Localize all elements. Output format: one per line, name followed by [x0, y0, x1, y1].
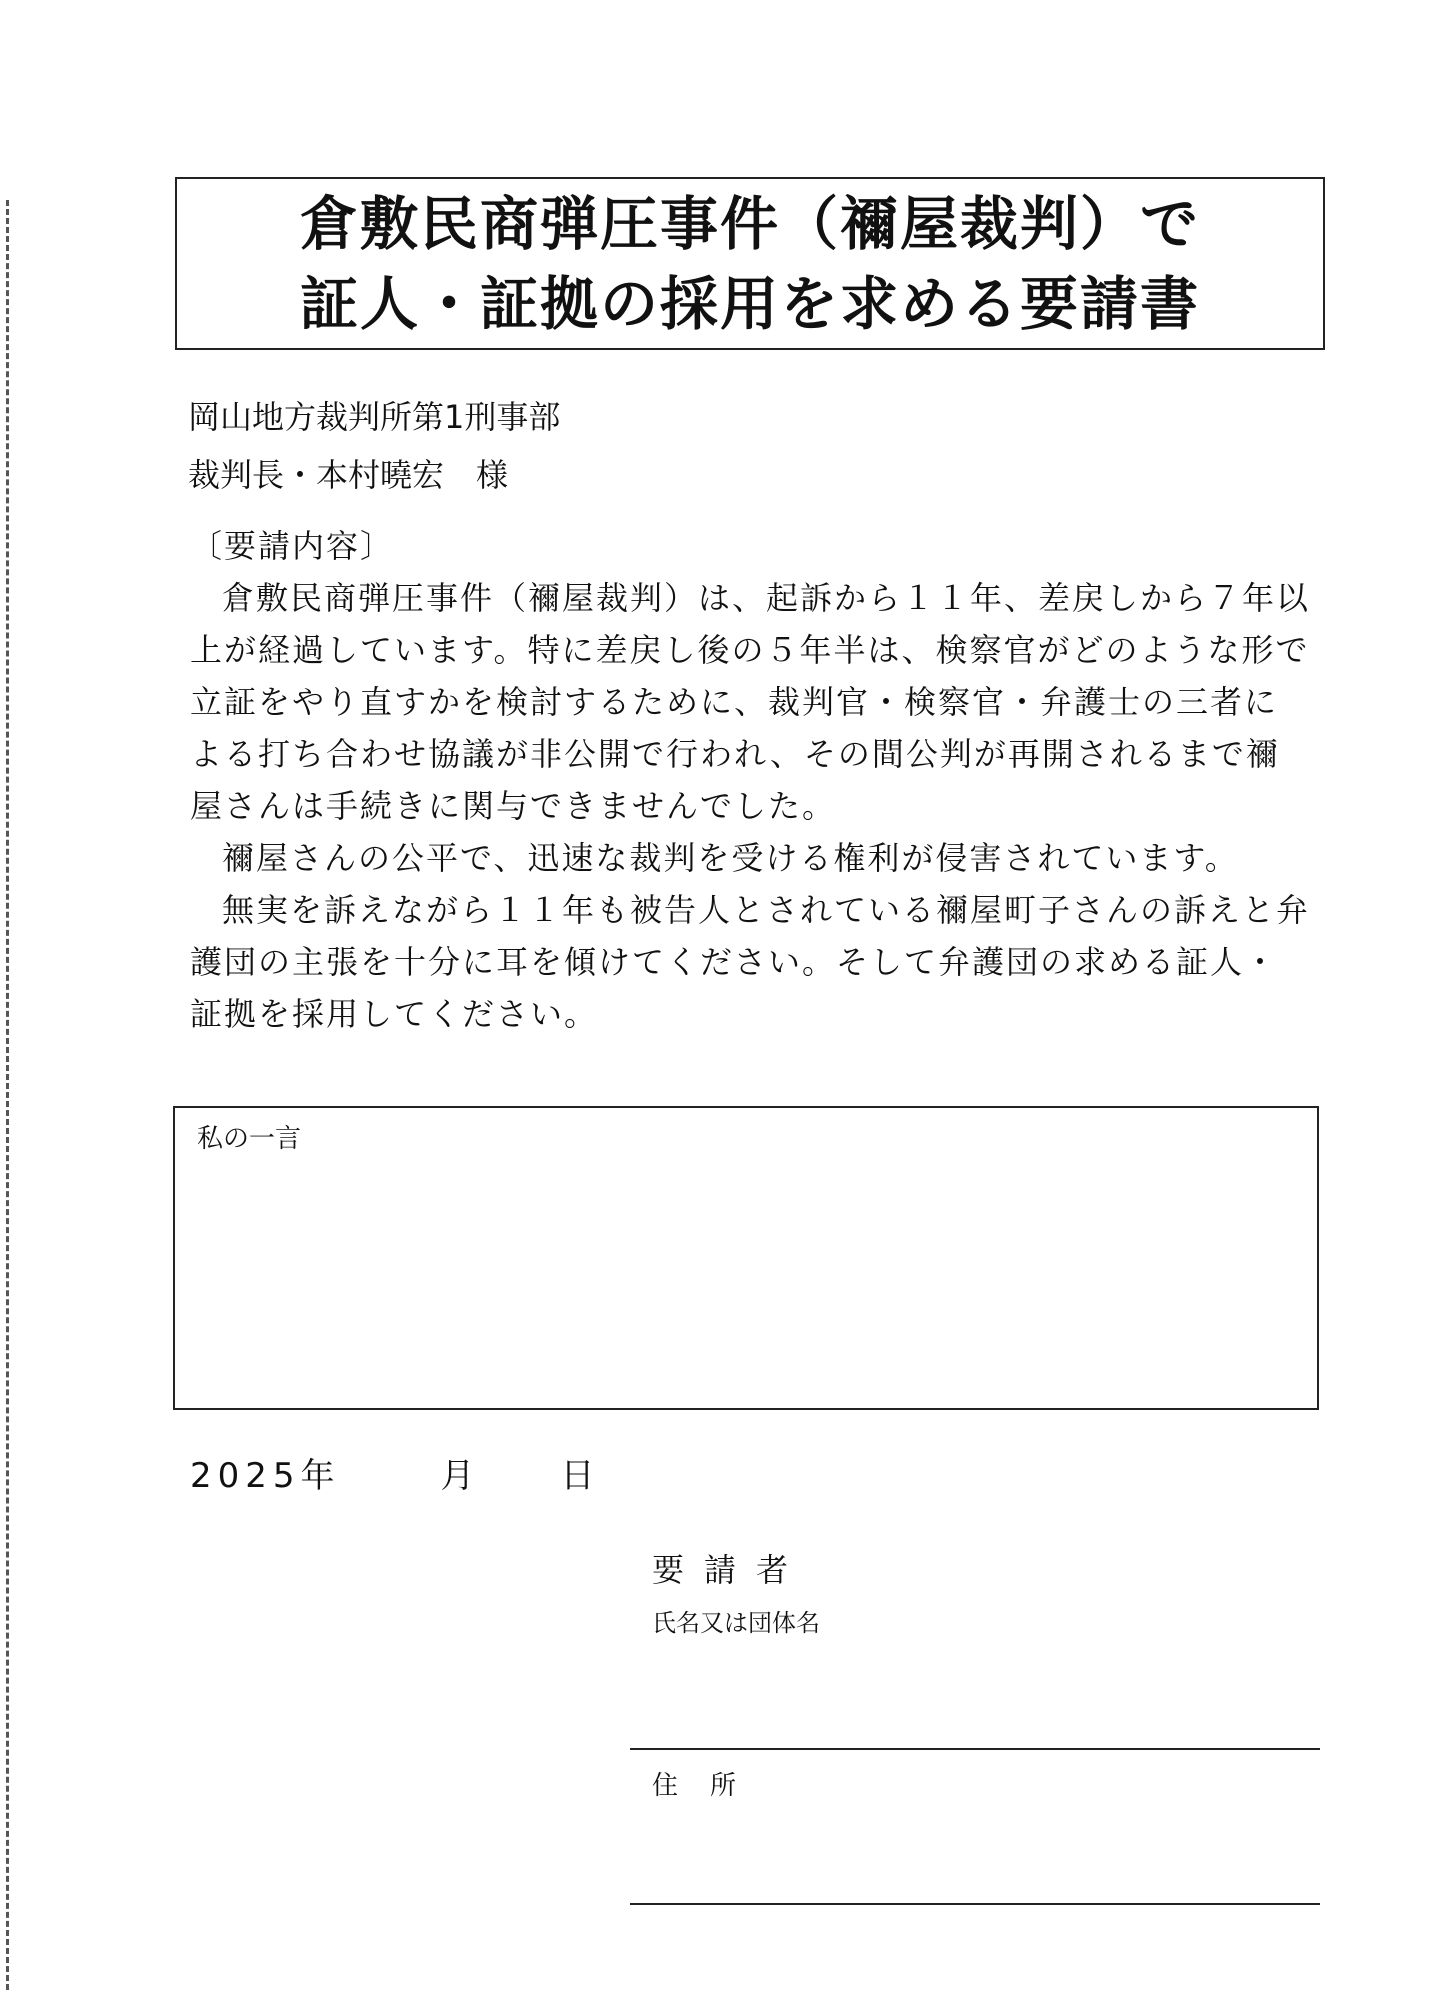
comment-box[interactable]: [173, 1106, 1319, 1410]
date-day: 日: [560, 1456, 601, 1496]
date-year: 2025年: [190, 1456, 341, 1496]
court-name: 岡山地方裁判所第1刑事部: [188, 398, 561, 436]
title-line-1: 倉敷民商弾圧事件（禰屋裁判）で: [299, 189, 1200, 258]
request-paragraph-1: 倉敷民商弾圧事件（禰屋裁判）は、起訴から１１年、差戻しから７年以上が経過しています。特に差戻し後の５年半は、検察官がどのような形で立証をやり直すかを検討するために、裁判官・検察官・弁護士の三者による打ち合わせ協議が非公開で行われ、その間公判が再開されるまで禰屋さんは手続きに関与できませんでした。: [190, 579, 1311, 825]
requester-label: 要請者: [652, 1551, 809, 1589]
cut-line: [6, 200, 9, 1990]
judge-name: 裁判長・本村曉宏 様: [188, 456, 509, 494]
name-label: 氏名又は団体名: [652, 1609, 820, 1637]
address-signature-line[interactable]: [630, 1903, 1320, 1905]
request-heading: 〔要請内容〕: [190, 527, 395, 565]
address-label: 住所: [652, 1771, 769, 1801]
title-box: [175, 177, 1325, 350]
date-row: [190, 1448, 601, 1497]
request-content: [190, 520, 1310, 1040]
title-line-2: 証人・証拠の採用を求める要請書: [299, 269, 1200, 338]
comment-label: 私の一言: [197, 1124, 302, 1154]
request-paragraph-2: 禰屋さんの公平で、迅速な裁判を受ける権利が侵害されています。: [222, 839, 1239, 877]
request-paragraph-3: 無実を訴えながら１１年も被告人とされている禰屋町子さんの訴えと弁護団の主張を十分に耳を傾けてください。そして弁護団の求める証人・証拠を採用してください。: [190, 891, 1311, 1033]
date-month: 月: [440, 1456, 481, 1496]
addressee: [188, 388, 560, 504]
name-signature-line[interactable]: [630, 1748, 1320, 1750]
